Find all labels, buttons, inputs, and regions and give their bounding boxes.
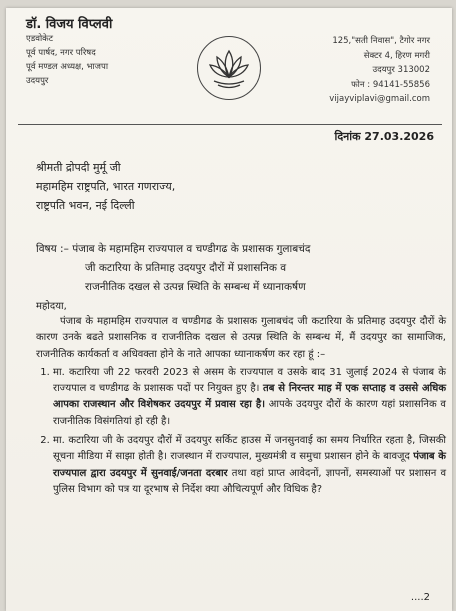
sender-title: एडवोकेट [26,34,53,44]
letter-body [36,314,446,501]
recipient-place: राष्ट्रपति भवन, नई दिल्ली [36,199,135,212]
sender-name: डॉ. विजय विप्लवी [26,17,113,32]
page-continuation-marker: ....2 [410,592,430,603]
list-item [53,433,446,498]
sender-designation-2: पूर्व मण्डल अध्यक्ष, भाजपा [26,62,109,72]
address-phone: फोन : 94141-55856 [351,79,430,90]
point-1-text-a: मा. कटारिया जी 22 फरवरी 2023 से असम के राज्यपाल व उसके बाद 31 जुलाई 2024 से पंजाब के राज्यपाल व चण्डीगढ के प्रशासक पदों पर नियुक्त हुए है। [53,366,446,395]
salutation: महोदया, [36,301,67,312]
lotus-emblem-icon [197,36,261,100]
lotus-emblem-graphic [198,37,260,99]
sender-designation-1: पूर्व पार्षद, नगर परिषद [26,48,96,58]
letter-date: दिनांक 27.03.2026 [334,130,434,143]
address-email: vijayviplavi@gmail.com [329,94,430,104]
intro-paragraph: पंजाब के महामहिम राज्यपाल व चण्डीगढ के प्रशासक गुलाबचंद जी कटारिया के प्रतिमाह उदयपुर दौरों के कारण उनके बढते प्रशासनिक व राजनीतिक दखल से उत्पन्न स्थिति के सम्बन्ध में, मैं उदयपुर का सामाजिक, राजनीतिक कार्यकर्ता व अधिवक्ता होने के नाते आपका ध्यानाकर्षण कर रहा हूं :– [36,316,446,360]
recipient-office: महामहिम राष्ट्रपति, भारत गणराज्य, [36,180,176,193]
subject-line-1: पंजाब के महामहिम राज्यपाल व चण्डीगढ के प्रशासक गुलाबचंद [72,243,311,255]
recipient-block [36,158,175,215]
recipient-name: श्रीमती द्रोपदी मुर्मू जी [36,161,121,174]
point-2-text-a: मा. कटारिया जी के उदयपुर दौरों में उदयपुर सर्किट हाउस में जनसुनवाई का समय निर्धारित रहता है, जिसकी सूचना मीडिया में साझा होती है। राजस्थान में राज्यपाल, मुख्यमंत्री व समुचा प्रशासन होने के बावजूद [53,435,446,463]
point-1-text-bold: तब से निरन्तर माह में एक सप्ताह व उससे अधिक आपका राजस्थान और विशेषकर उदयपुर में प्रवास रहा है। [53,383,446,411]
address-line-1: 125,"सती निवास", टैगोर नगर [332,36,430,46]
point-1-text-b: आपके उदयपुर दौरों के कारण यहां प्रशासनिक व राजनीतिक विसंगतियां हो रही है। [53,399,446,427]
subject-block [36,240,444,297]
list-item [53,365,446,430]
sender-block [26,18,112,88]
subject-line-3: राजनीतिक दखल से उत्पन्न स्थिति के सम्बन्ध में ध्यानाकर्षण [85,281,306,293]
subject-line-2: जी कटारिया के प्रतिमाह उदयपुर दौरों में प्रशासनिक व [85,262,287,274]
address-line-3: उदयपुर 313002 [372,65,430,75]
point-2-text-b: तथा वहां प्राप्त आवेदनों, ज्ञापनों, समस्याओं पर प्रशासन व पुलिस विभाग को पत्र या दूरभाष से निर्देश क्या औचित्यपूर्ण और विधिक है? [53,467,446,495]
letter-page [6,8,452,611]
sender-city: उदयपुर [26,76,49,86]
address-line-2: सेक्टर 4, हिरण मगरी [363,50,430,61]
points-list [36,365,446,498]
header-divider [18,124,442,125]
address-block [329,34,430,107]
point-2-text-bold: पंजाब के राज्यपाल द्वारा उदयपुर में सुनवाई/जनता दरबार [53,451,446,479]
subject-label: विषय :– [36,243,69,255]
